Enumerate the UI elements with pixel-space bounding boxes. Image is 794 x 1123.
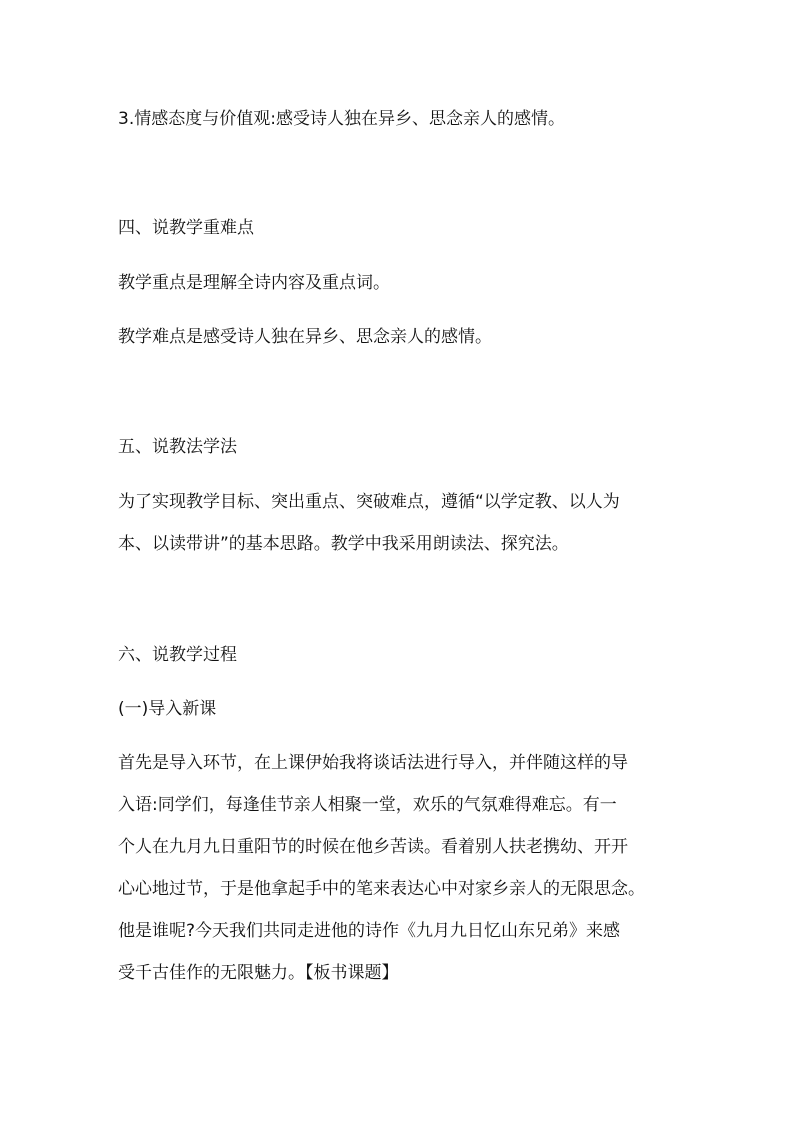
section-5-heading: 五、说教法学法 <box>118 437 237 457</box>
paragraph-line: 他是谁呢?今天我们共同走进他的诗作《九月九日忆山东兄弟》来感 <box>118 921 621 941</box>
paragraph-line: 为了实现教学目标、突出重点、突破难点，遵循“以学定教、以人为 <box>118 492 620 512</box>
key-point-text: 教学重点是理解全诗内容及重点词。 <box>118 273 390 293</box>
difficulty-text: 教学难点是感受诗人独在异乡、思念亲人的感情。 <box>118 327 492 347</box>
section-6-heading: 六、说教学过程 <box>118 645 237 665</box>
section-5-paragraph <box>118 491 688 555</box>
paragraph-line: 首先是导入环节，在上课伊始我将谈话法进行导入，并伴随这样的导 <box>118 753 628 773</box>
paragraph-line: 入语:同学们，每逢佳节亲人相聚一堂，欢乐的气氛难得难忘。有一 <box>118 795 617 815</box>
objective-3-text: 3.情感态度与价值观:感受诗人独在异乡、思念亲人的感情。 <box>118 109 565 129</box>
section-6-subheading: (一)导入新课 <box>118 699 217 719</box>
paragraph-line: 受千古佳作的无限魅力。【板书课题】 <box>118 963 399 983</box>
section-6-paragraph <box>118 752 688 984</box>
section-4-heading: 四、说教学重难点 <box>118 218 254 238</box>
paragraph-line: 心心地过节，于是他拿起手中的笔来表达心中对家乡亲人的无限思念。 <box>118 879 645 899</box>
paragraph-line: 个人在九月九日重阳节的时候在他乡苦读。看着别人扶老携幼、开开 <box>118 837 628 857</box>
paragraph-line: 本、以读带讲”的基本思路。教学中我采用朗读法、探究法。 <box>118 534 569 554</box>
